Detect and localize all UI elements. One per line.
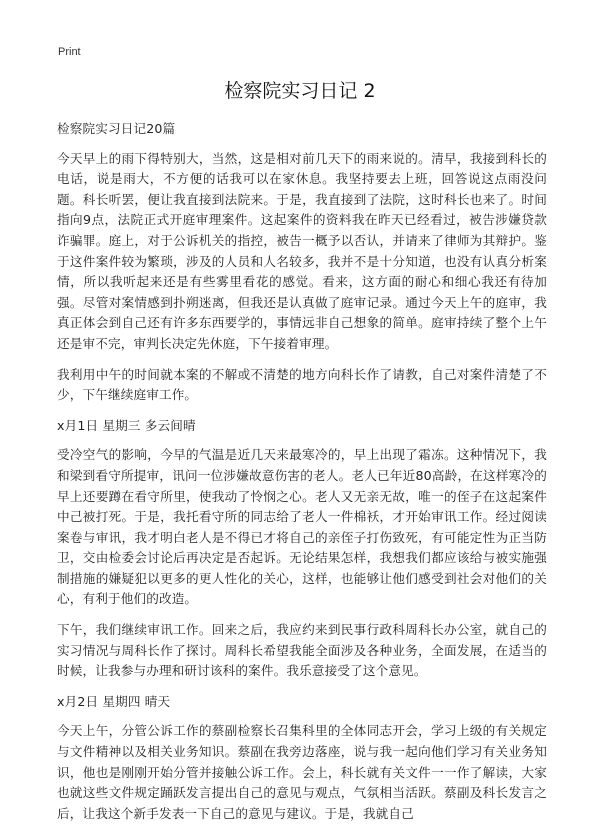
- entry-date: x月1日 星期三 多云间晴: [57, 417, 196, 433]
- paragraph: 今天早上的雨下得特别大，当然，这是相对前几天下的雨来说的。清早，我接到科长的电话，说是雨大，不方便的话我可以在家休息。我坚持要去上班，回答说这点雨没问题。科长听罢，便让我直接到法院来。于是，我直接到了法院，这时科长也来了。时间指向9点，法院正式开庭审理案件。这起案件的资料我在昨天已经看过，被告涉嫌贷款诈骗罪。庭上，对于公诉机关的指控，被告一概予以否认，并请来了律师为其辩护。鉴于这件案件较为繁琐，涉及的人员和人名较多，我并不是十分知道，也没有认真分析案情，所以我听起来还是有些雾里看花的感觉。看来，这方面的耐心和细心我还有待加强。尽管对案情感到扑朔迷离，但我还是认真做了庭审记录。通过今天上午的庭审，我真正体会到自己还有许多东西要学的，事情远非自己想象的简单。庭审持续了整个上午还是审不完，审判长决定先休庭，下午接着审理。: [57, 150, 547, 351]
- print-link[interactable]: Print: [58, 46, 81, 58]
- article-subtitle: 检察院实习日记20篇: [57, 121, 176, 136]
- paragraph: 下午，我们继续审讯工作。回来之后，我应约来到民事行政科周科长办公室，就自己的实习情况与周科长作了探讨。周科长希望我能全面涉及各种业务，全面发展，在适当的时候，让我参与办理和研讨该科的案件。我乐意接受了这个意见。: [57, 622, 547, 679]
- paragraph: 受冷空气的影响，今早的气温是近几天来最寒冷的，早上出现了霜冻。这种情况下，我和梁到看守所提审，讯问一位涉嫌故意伤害的老人。老人已年近80高龄，在这样寒冷的早上还要蹲在看守所里，使我动了怜悯之心。老人又无亲无故，唯一的侄子在这起案件中己被打死。于是，我托看守所的同志给了老人一件棉袄，才开始审讯工作。经过阅读案卷与审讯，我才明白老人是不得已才将自己的亲侄子打伤致死，有可能定性为正当防卫，交由检委会讨论后再决定是否起诉。无论结果怎样，我想我们都应该给与被实施强制措施的嫌疑犯以更多的更人性化的关心，这样，也能够让他们感受到社会对他们的关心，有利于他们的改造。: [57, 447, 547, 607]
- page-title: 检察院实习日记 2: [224, 80, 376, 102]
- paragraph: 今天上午，分管公诉工作的蔡副检察长召集科里的全体同志开会，学习上级的有关规定与文件精神以及相关业务知识。蔡副在我旁边落座，说与我一起向他们学习有关业务知识，他也是刚刚开始分管并接触公诉工作。会上，科长就有关文件一一作了解读，大家也就这些文件规定踊跃发言提出自己的意见与观点，气氛相当活跃。蔡副及科长发言之后，让我这个新手发表一下自己的意见与建议。于是，我就自己: [57, 723, 547, 821]
- article-body: [57, 119, 547, 834]
- paragraph: 我利用中午的时间就本案的不解或不清楚的地方向科长作了请教，自己对案件清楚了不少，下午继续庭审工作。: [57, 366, 547, 403]
- entry-date: x月2日 星期四 晴天: [57, 693, 171, 709]
